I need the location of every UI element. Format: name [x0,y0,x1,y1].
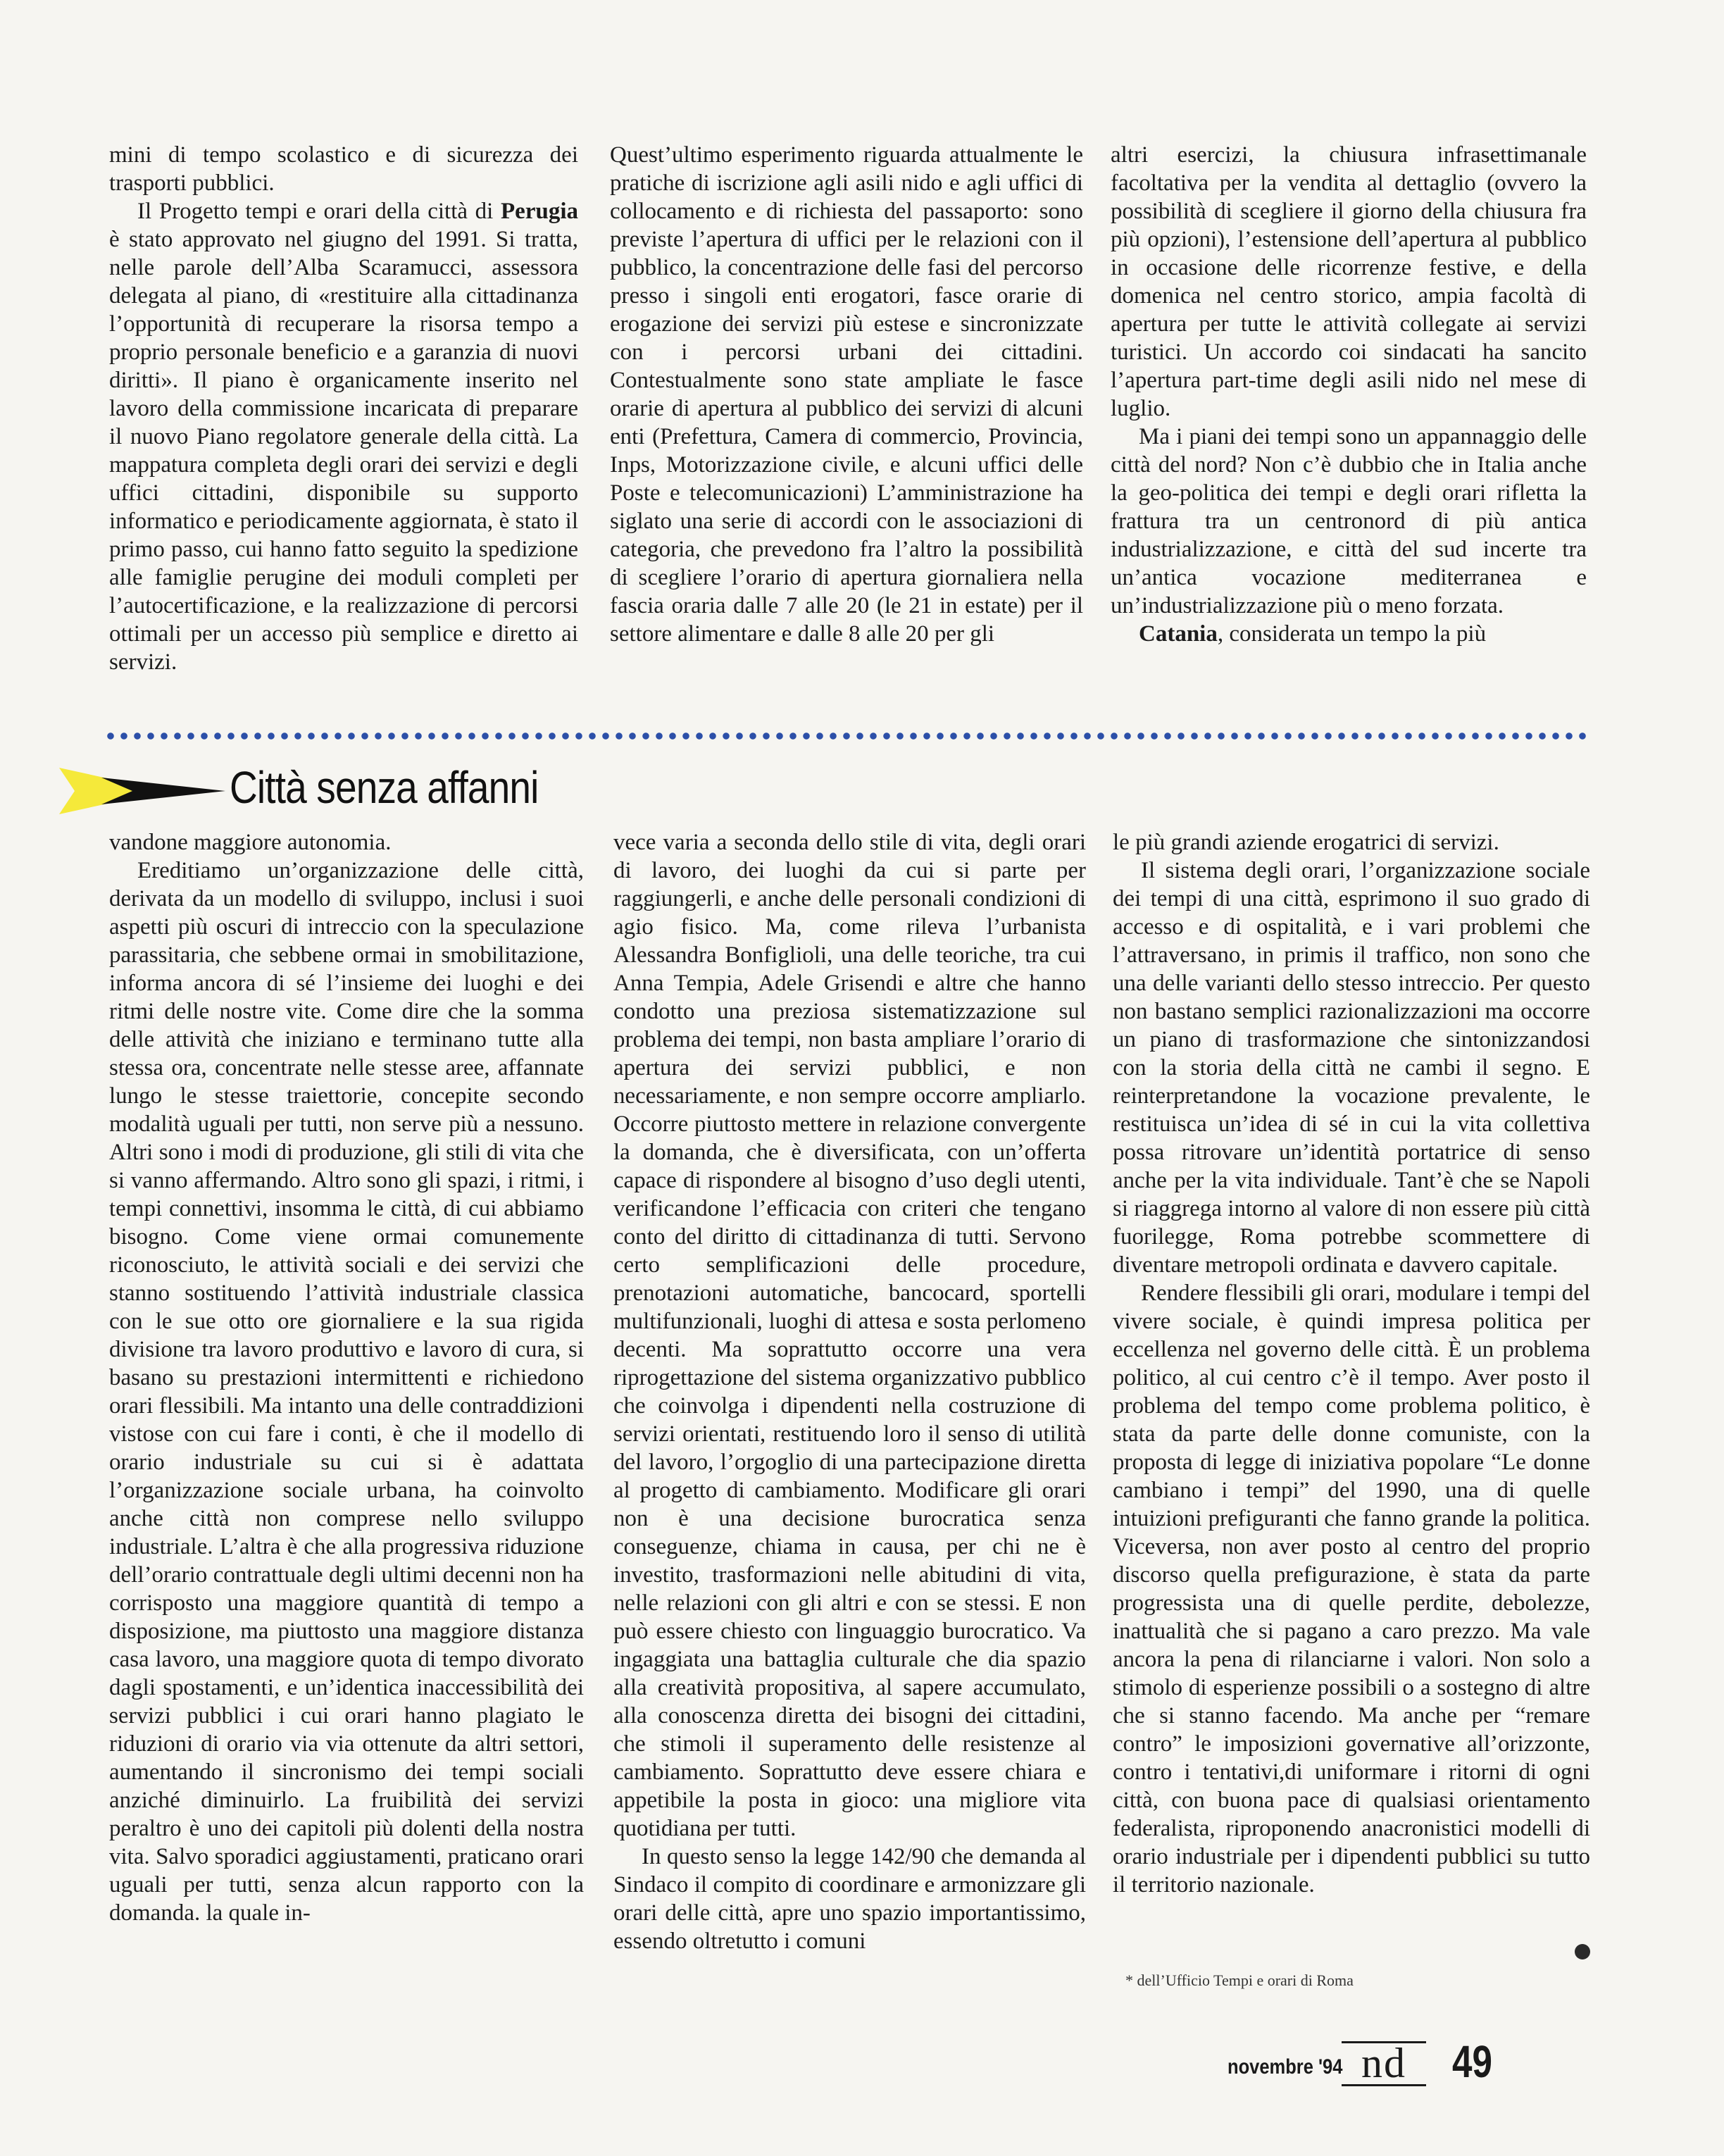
author-note: * dell’Ufficio Tempi e orari di Roma [1125,1971,1354,1989]
paragraph-text: è stato approvato nel giugno del 1991. Si tratta, nelle parole dell’Alba Scaramucci, assessora delegata al piano, di «restituire alla cittadinanza l’opportunità di recuperare la risorsa tempo a proprio personale beneficio e a garanzia di nuovi diritti». Il piano è organicamente inserito nel lavoro della commissione incaricata di preparare il nuovo Piano regolatore generale della città. La mappatura completa degli orari dei servizi e degli uffici cittadini, disponibile su supporto informatico e periodicamente aggiornata, è stato il primo passo, cui hanno fatto seguito la spedizione alle famiglie perugine dei moduli completi per l’autocertificazione, e la realizzazione di percorsi ottimali per un accesso più semplice e diretto ai servizi. [109,227,578,675]
paragraph: vandone maggiore autonomia. [109,830,392,855]
article-column-bottom-1 [109,828,584,1927]
article-column-top-2 [610,141,1083,648]
paragraph-text: Il Progetto tempi e orari della città di [137,199,501,224]
paragraph: vece varia a seconda dello stile di vita, degli orari di lavoro, dei luoghi da cui si parte per raggiungerli, e anche delle personali condizioni di agio fisico. Ma, come rileva l’urbanista Alessandra Bonfiglioli, una delle teoriche, tra cui Anna Tempia, Adele Grisendi e altre che hanno condotto una preziosa sistematizzazione sul problema dei tempi, non basta ampliare l’orario di apertura dei servizi pubblici, e non necessariamente, e non sempre occorre ampliarlo. Occorre piuttosto mettere in relazione convergente la domanda, che è diversificata, con un’offerta capace di rispondere al bisogno d’uso degli utenti, verificandone l’efficacia con criteri che tengano conto del diritto di cittadinanza di tutti. Servono certo semplificazioni delle procedure, prenotazioni automatiche, bancocard, sportelli multifunzionali, luoghi di attesa e sosta perlomeno decenti. Ma soprattutto occorre una vera riprogettazione del sistema organizzativo pubblico che coinvolga i dipendenti nella costruzione di servizi orientati, restituendo loro il senso di utilità del lavoro, l’orgoglio di una partecipazione diretta al progetto di cambiamento. Modificare gli orari non è una decisione burocratica senza conseguenze, chiama in causa, per chi ne è investito, trasformazioni nelle abitudini di vita, nelle relazioni con gli altri e con se stessi. E non può essere chiesto con linguaggio burocratico. Va ingaggiata una battaglia culturale che dia spazio alla creatività propositiva, al sapere accumulato, alla conoscenza diretta dei bisogni dei cittadini, che stimoli il superamento delle resistenze al cambiamento. Soprattutto deve essere chiara e appetibile la posta in gioco: una migliore vita quotidiana per tutti. [613,830,1086,1841]
article-column-bottom-2 [613,828,1086,1955]
paragraph: Ereditiamo un’organizzazione delle città, derivata da un modello di sviluppo, inclusi i suoi aspetti più oscuri di intreccio con la speculazione parassitaria, che sebbene ormai in smobilitazione, informa ancora di sé l’insieme dei luoghi e dei ritmi delle nostre vite. Come dire che la somma delle attività che iniziano e terminano tutte alla stessa ora, concentrate nelle stesse aree, affannate lungo le stesse traiettorie, concepite secondo modalità uguali per tutti, non serve più a nessuno. Altri sono i modi di produzione, gli stili di vita che si vanno affermando. Altro sono gli spazi, i ritmi, i tempi connettivi, insomma le città, di cui abbiamo bisogno. Come viene ormai comunemente riconosciuto, le attività sociali e dei servizi che stanno sostituendo l’attività industriale classica con le sue otto ore giornaliere e la sua rigida divisione tra lavoro produttivo e lavoro di cura, si basano su prestazioni intermittenti e richiedono orari flessibili. Ma intanto una delle contraddizioni vistose con cui fare i conti, è che il modello di orario industriale su cui si è adattata l’organizzazione sociale urbana, ha coinvolto anche città non comprese nello sviluppo industriale. L’altra è che alla progressiva riduzione dell’orario contrattuale degli ultimi decenni non ha corrisposto una maggiore quantità di tempo a disposizione, ma piuttosto una maggiore distanza casa lavoro, una maggiore quota di tempo divorato dagli spostamenti, e un’identica inaccessibilità dei servizi pubblici i cui orari hanno plagiato le riduzioni di orario via via ottenute da altri settori, aumentando il sincronismo dei tempi sociali anziché diminuirlo. La fruibilità dei servizi peraltro è uno dei capitoli più dolenti della nostra vita. Salvo sporadici aggiustamenti, praticano orari uguali per tutti, senza alcun rapporto con la domanda. la quale in- [109,858,584,1926]
paragraph: Quest’ultimo esperimento riguarda attualmente le pratiche di iscrizione agli asili nido e agli uffici di collocamento e di richiesta del passaporto: sono previste l’apertura di uffici per le relazioni con il pubblico, la concentrazione delle fasi del percorso presso i singoli enti erogatori, fasce orarie di erogazione dei servizi più estese e sincronizzate con i percorsi urbani dei cittadini. Contestualmente sono state ampliate le fasce orarie di apertura al pubblico dei servizi di alcuni enti (Prefettura, Camera di commercio, Provincia, Inps, Motorizzazione civile, e alcuni uffici delle Poste e telecomunicazioni) L’amministrazione ha siglato una serie di accordi con le associazioni di categoria, che prevedono fra l’altro la possibilità di scegliere l’orario di apertura giornaliera nella fascia oraria dalle 7 alle 20 (le 21 in estate) per il settore alimentare e dalle 8 alle 20 per gli [610,142,1083,647]
paragraph: Ma i piani dei tempi sono un appannaggio delle città del nord? Non c’è dubbio che in Italia anche la geo-politica dei tempi e degli orari rifletta la frattura tra un centronord di più antica industrializzazione, e città del sud incerte tra un’antica vocazione mediterranea e un’industrializzazione più o meno forzata. [1111,424,1587,618]
paragraph: Il sistema degli orari, l’organizzazione sociale dei tempi di una città, esprimono il suo grado di accesso e di ospitalità, e i vari problemi che l’attraversano, in primis il traffico, non sono che una delle varianti dello stesso intreccio. Per questo non bastano semplici razionalizzazioni ma occorre un piano di trasformazione che sintonizzandosi con la storia della città ne cambi il segno. E reinterpretandone la vocazione prevalente, le restituisca un’idea di sé in cui la vita collettiva possa ritrovare un’identità portatrice di senso anche per la vita individuale. Tant’è che se Napoli si riaggrega intorno al valore di non essere più città fuorilegge, Roma potrebbe scommettere di diventare metropoli ordinata e davvero capitale. [1113,858,1590,1278]
paragraph-perugia [109,197,578,676]
issue-date: novembre '94 [1228,2055,1343,2079]
city-name-catania: Catania [1139,621,1218,647]
paragraph: Rendere flessibili gli orari, modulare i tempi del vivere sociale, è quindi impresa politica per eccellenza nel governo delle città. È un problema politico, al cui centro c’è il tempo. Aver posto il problema del tempo come problema politico, è stata da parte delle donne comuniste, con la proposta di legge di iniziativa popolare “Le donne cambiano i tempi” del 1990, una di quelle intuizioni prefiguranti che fanno grande la politica. Viceversa, non aver posto al centro del proprio discorso quella prefigurazione, è stata da parte progressista una di quelle perdite, debolezze, inattualità che si pagano a caro prezzo. Ma vale ancora la pena di rilanciarne i valori. Non solo a stimolo di esperienze possibili o a sostegno di altre che si stanno facendo. Ma anche per “remare contro” le imposizioni governative all’orizzonte, contro i tentativi,di uniformare i ritorni di ogni città, con buona pace di qualsiasi orientamento federalista, riproponendo anacronistici modelli di orario industriale per i dipendenti pubblici su tutto il territorio nazionale. [1113,1280,1590,1898]
magazine-logo: nd [1342,2041,1426,2086]
paragraph-catania [1111,620,1587,648]
dotted-divider [106,731,1592,741]
paragraph: In questo senso la legge 142/90 che demanda al Sindaco il compito di coordinare e armonizzare gli orari delle città, apre uno spazio importantissimo, essendo oltretutto i comuni [613,1844,1086,1954]
article-column-top-3 [1111,141,1587,648]
page-number: 49 [1452,2036,1492,2087]
paragraph: mini di tempo scolastico e di sicurezza dei trasporti pubblici. [109,142,578,196]
paragraph-text: , considerata un tempo la più [1217,621,1487,647]
end-of-article-bullet-icon [1575,1944,1590,1959]
article-column-bottom-3 [1113,828,1590,1899]
paragraph: le più grandi aziende erogatrici di servizi. [1113,830,1499,855]
article-column-top-1 [109,141,578,676]
city-name-perugia: Perugia [501,199,578,224]
section-title: Città senza affanni [230,762,539,813]
arrow-icon [59,764,225,818]
paragraph: altri esercizi, la chiusura infrasettimanale facoltativa per la vendita al dettaglio (ovvero la possibilità di scegliere il giorno della chiusura fra più opzioni), l’estensione dell’apertura al pubblico in occasione delle ricorrenze festive, e della domenica nel centro storico, ampia facoltà di apertura per tutte le attività collegate ai servizi turistici. Un accordo coi sindacati ha sancito l’apertura part-time degli asili nido nel mese di luglio. [1111,142,1587,421]
